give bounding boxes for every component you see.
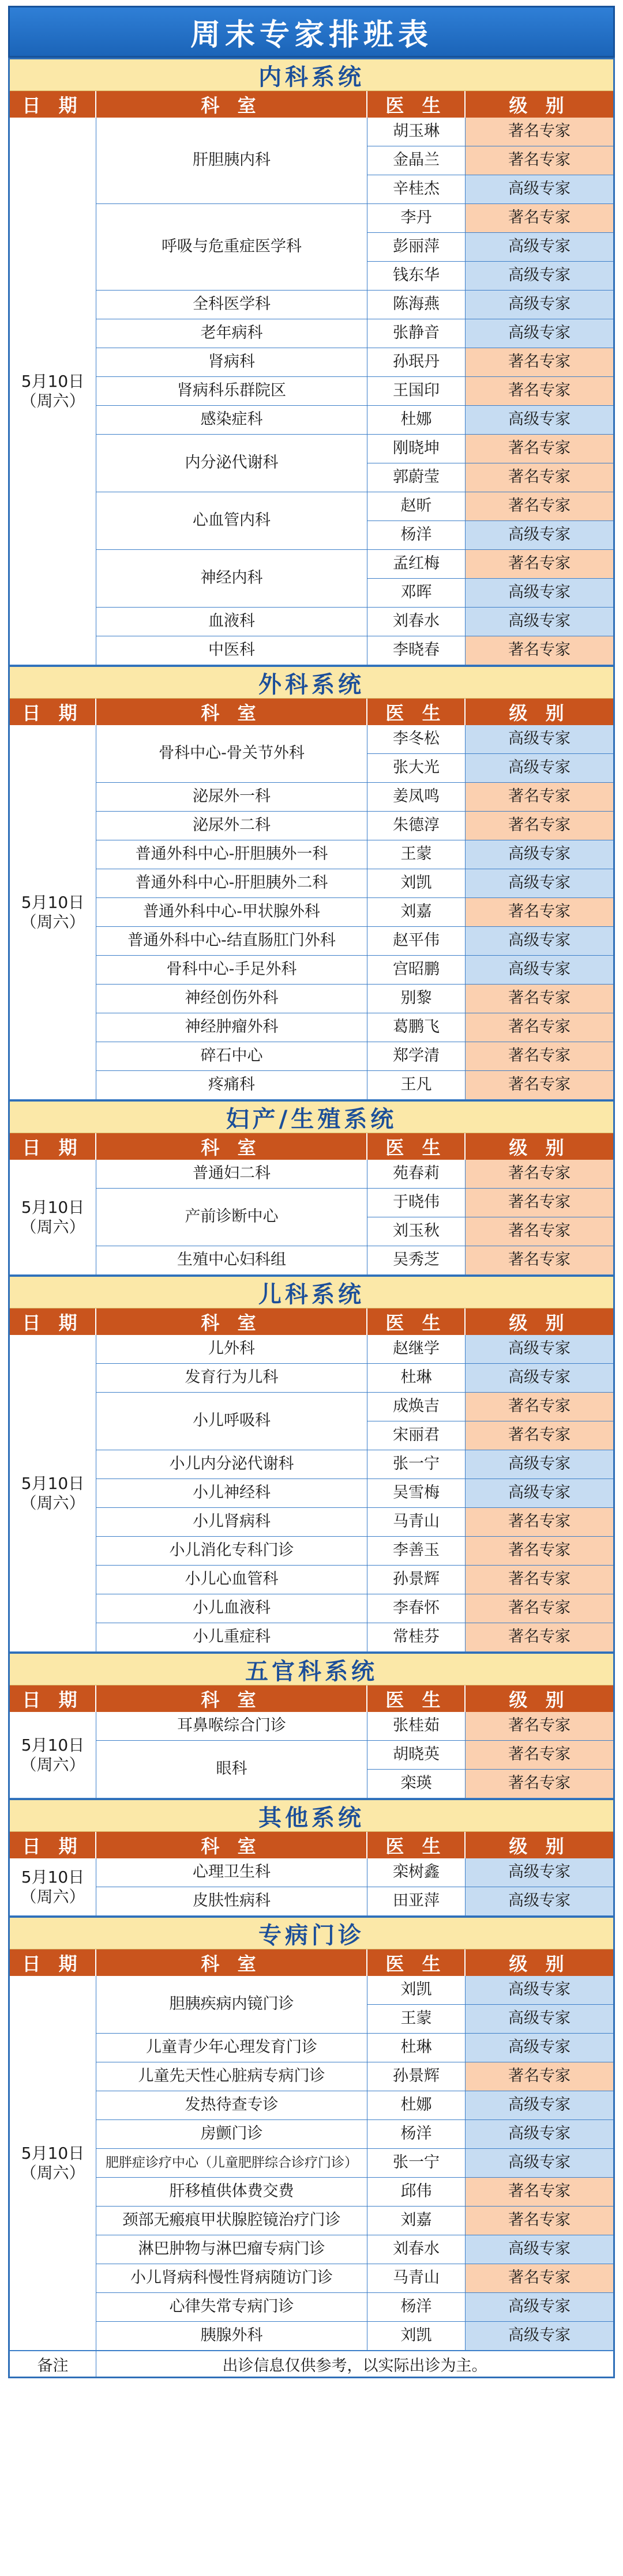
doctor-cell: 陈海燕 (367, 291, 466, 319)
dept-cell: 普通外科中心-结直肠肛门外科 (96, 927, 367, 956)
doctor-cell: 葛鹏飞 (367, 1013, 466, 1042)
dept-cell: 发育行为儿科 (96, 1364, 367, 1393)
section-4 (8, 1652, 615, 1798)
header-date: 日 期 (10, 1308, 96, 1335)
level-cell: 高级专家 (466, 840, 613, 869)
level-cell: 高级专家 (466, 291, 613, 319)
level-cell: 著名专家 (466, 1160, 613, 1189)
level-cell: 著名专家 (466, 1393, 613, 1421)
date-cell (10, 1976, 96, 2351)
level-cell: 高级专家 (466, 1335, 613, 1364)
dept-cell: 小儿重症科 (96, 1623, 367, 1652)
dept-cell: 内分泌代谢科 (96, 435, 367, 492)
level-cell: 高级专家 (466, 2293, 613, 2322)
section-title: 专病门诊 (10, 1916, 613, 1949)
level-cell: 著名专家 (466, 118, 613, 146)
level-cell: 高级专家 (466, 754, 613, 783)
level-cell: 高级专家 (466, 262, 613, 291)
level-cell: 高级专家 (466, 1858, 613, 1887)
date-cell (10, 1858, 96, 1916)
dept-cell: 小儿血液科 (96, 1594, 367, 1623)
level-cell: 著名专家 (466, 377, 613, 406)
dept-cell: 中医科 (96, 636, 367, 665)
doctor-cell: 王国印 (367, 377, 466, 406)
dept-cell: 小儿呼吸科 (96, 1393, 367, 1450)
date-weekday: （周六） (20, 2163, 85, 2182)
level-cell: 高级专家 (466, 608, 613, 636)
sections-container (8, 58, 615, 2351)
doctor-cell: 彭丽萍 (367, 233, 466, 262)
column-header-row (10, 699, 613, 725)
doctor-cell: 王凡 (367, 1071, 466, 1100)
level-cell: 高级专家 (466, 2091, 613, 2120)
header-date: 日 期 (10, 1133, 96, 1160)
dept-cell: 肝胆胰内科 (96, 118, 367, 204)
level-cell: 著名专家 (466, 1741, 613, 1770)
level-cell: 高级专家 (466, 2149, 613, 2178)
doctor-cell: 孙景辉 (367, 2062, 466, 2091)
header-dept: 科 室 (96, 1832, 367, 1858)
date-day: 5月10日 (21, 1867, 85, 1887)
header-date: 日 期 (10, 699, 96, 725)
header-doctor: 医 生 (367, 1308, 466, 1335)
doctor-cell: 杜娜 (367, 406, 466, 435)
page-title: 周末专家排班表 (8, 6, 615, 58)
header-date: 日 期 (10, 1685, 96, 1712)
date-cell (10, 118, 96, 665)
level-cell: 著名专家 (466, 2264, 613, 2293)
dept-cell: 呼吸与危重症医学科 (96, 204, 367, 291)
doctor-cell: 王蒙 (367, 2005, 466, 2034)
note-text: 出诊信息仅供参考，以实际出诊为主。 (222, 2356, 487, 2375)
date-day: 5月10日 (21, 1473, 85, 1493)
level-cell: 高级专家 (466, 1364, 613, 1393)
doctor-cell: 赵继学 (367, 1335, 466, 1364)
date-weekday: （周六） (20, 912, 85, 931)
doctor-cell: 孟红梅 (367, 550, 466, 579)
dept-cell: 房颤门诊 (96, 2120, 367, 2149)
doctor-cell: 成焕吉 (367, 1393, 466, 1421)
date-cell (10, 725, 96, 1100)
section-5 (8, 1798, 615, 1916)
section-1 (8, 665, 615, 1100)
doctor-cell: 赵昕 (367, 492, 466, 521)
header-dept: 科 室 (96, 1949, 367, 1976)
doctor-cell: 宫昭鹏 (367, 956, 466, 985)
doctor-cell: 李善玉 (367, 1537, 466, 1566)
header-doctor: 医 生 (367, 1133, 466, 1160)
doctor-cell: 李冬松 (367, 725, 466, 754)
doctor-cell: 王蒙 (367, 840, 466, 869)
dept-cell: 淋巴肿物与淋巴瘤专病门诊 (96, 2235, 367, 2264)
level-cell: 高级专家 (466, 927, 613, 956)
dept-cell: 产前诊断中心 (96, 1189, 367, 1246)
dept-cell: 肾病科 (96, 348, 367, 377)
header-dept: 科 室 (96, 1308, 367, 1335)
doctor-cell: 张一宁 (367, 2149, 466, 2178)
column-header-row (10, 91, 613, 118)
level-cell: 高级专家 (466, 175, 613, 204)
dept-cell: 普通外科中心-肝胆胰外一科 (96, 840, 367, 869)
dept-cell: 发热待查专诊 (96, 2091, 367, 2120)
level-cell: 著名专家 (466, 435, 613, 463)
section-2 (8, 1100, 615, 1275)
schedule-grid (10, 1976, 613, 2351)
section-6 (8, 1916, 615, 2351)
level-cell: 高级专家 (466, 956, 613, 985)
level-cell: 著名专家 (466, 985, 613, 1013)
header-level: 级 别 (509, 702, 570, 724)
dept-cell: 肝移植供体费交费 (96, 2178, 367, 2207)
doctor-cell: 吴雪梅 (367, 1479, 466, 1508)
date-cell (10, 1335, 96, 1652)
doctor-cell: 苑春莉 (367, 1160, 466, 1189)
doctor-cell: 于晓伟 (367, 1189, 466, 1217)
column-header-row (10, 1949, 613, 1976)
level-cell: 著名专家 (466, 348, 613, 377)
schedule-grid (10, 725, 613, 1100)
doctor-cell: 马青山 (367, 2264, 466, 2293)
header-level: 级 别 (509, 1953, 570, 1975)
doctor-cell: 姜凤鸣 (367, 783, 466, 812)
doctor-cell: 宋丽君 (367, 1421, 466, 1450)
header-level: 级 别 (509, 1835, 570, 1857)
level-cell: 高级专家 (466, 521, 613, 550)
dept-cell: 小儿肾病科 (96, 1508, 367, 1537)
header-level: 级 别 (509, 1689, 570, 1711)
level-cell: 著名专家 (466, 636, 613, 665)
dept-cell: 皮肤性病科 (96, 1887, 367, 1916)
date-day: 5月10日 (21, 1197, 85, 1217)
doctor-cell: 李丹 (367, 204, 466, 233)
level-cell: 著名专家 (466, 1594, 613, 1623)
header-doctor: 医 生 (367, 1685, 466, 1712)
level-cell: 著名专家 (466, 2062, 613, 2091)
header-level: 级 别 (509, 95, 570, 116)
date-weekday: （周六） (20, 1887, 85, 1906)
doctor-cell: 刚晓坤 (367, 435, 466, 463)
level-cell: 著名专家 (466, 812, 613, 840)
section-title: 妇产/生殖系统 (10, 1100, 613, 1133)
doctor-cell: 别黎 (367, 985, 466, 1013)
level-cell: 著名专家 (466, 204, 613, 233)
level-cell: 著名专家 (466, 1421, 613, 1450)
header-date: 日 期 (10, 1832, 96, 1858)
header-doctor: 医 生 (367, 91, 466, 118)
section-3 (8, 1275, 615, 1652)
dept-cell: 神经创伤外科 (96, 985, 367, 1013)
doctor-cell: 张大光 (367, 754, 466, 783)
dept-cell: 心理卫生科 (96, 1858, 367, 1887)
doctor-cell: 胡晓英 (367, 1741, 466, 1770)
level-cell: 高级专家 (466, 233, 613, 262)
doctor-cell: 赵平伟 (367, 927, 466, 956)
dept-cell: 肥胖症诊疗中心（儿童肥胖综合诊疗门诊） (96, 2149, 367, 2178)
doctor-cell: 辛桂杰 (367, 175, 466, 204)
doctor-cell: 刘春水 (367, 2235, 466, 2264)
doctor-cell: 杨洋 (367, 521, 466, 550)
header-dept: 科 室 (96, 1685, 367, 1712)
level-cell: 著名专家 (466, 1246, 613, 1275)
dept-cell: 血液科 (96, 608, 367, 636)
dept-cell: 碎石中心 (96, 1042, 367, 1071)
level-cell: 高级专家 (466, 869, 613, 898)
schedule-grid (10, 118, 613, 665)
level-cell: 高级专家 (466, 1450, 613, 1479)
level-cell: 高级专家 (466, 1976, 613, 2005)
doctor-cell: 刘春水 (367, 608, 466, 636)
level-cell: 著名专家 (466, 2207, 613, 2235)
dept-cell: 生殖中心妇科组 (96, 1246, 367, 1275)
column-header-row (10, 1308, 613, 1335)
date-day: 5月10日 (21, 2143, 85, 2163)
doctor-cell: 杨洋 (367, 2120, 466, 2149)
level-cell: 高级专家 (466, 1887, 613, 1916)
note-row (8, 2351, 615, 2378)
dept-cell: 儿童青少年心理发育门诊 (96, 2034, 367, 2062)
section-title: 五官科系统 (10, 1652, 613, 1685)
doctor-cell: 杜琳 (367, 2034, 466, 2062)
dept-cell: 骨科中心-手足外科 (96, 956, 367, 985)
column-header-row (10, 1133, 613, 1160)
doctor-cell: 孙珉丹 (367, 348, 466, 377)
doctor-cell: 马青山 (367, 1508, 466, 1537)
dept-cell: 骨科中心-骨关节外科 (96, 725, 367, 783)
level-cell: 高级专家 (466, 579, 613, 608)
header-dept: 科 室 (96, 699, 367, 725)
doctor-cell: 刘玉秋 (367, 1217, 466, 1246)
dept-cell: 小儿神经科 (96, 1479, 367, 1508)
doctor-cell: 金晶兰 (367, 146, 466, 175)
doctor-cell: 杜琳 (367, 1364, 466, 1393)
date-day: 5月10日 (21, 892, 85, 912)
note-label: 备注 (10, 2351, 96, 2377)
dept-cell: 感染症科 (96, 406, 367, 435)
level-cell: 著名专家 (466, 898, 613, 927)
dept-cell: 小儿肾病科慢性肾病随访门诊 (96, 2264, 367, 2293)
doctor-cell: 胡玉琳 (367, 118, 466, 146)
schedule-grid (10, 1160, 613, 1275)
dept-cell: 胰腺外科 (96, 2322, 367, 2351)
column-header-row (10, 1685, 613, 1712)
level-cell: 著名专家 (466, 1042, 613, 1071)
dept-cell: 儿外科 (96, 1335, 367, 1364)
doctor-cell: 刘凯 (367, 869, 466, 898)
level-cell: 著名专家 (466, 783, 613, 812)
level-cell: 著名专家 (466, 1537, 613, 1566)
level-cell: 著名专家 (466, 1770, 613, 1798)
doctor-cell: 田亚萍 (367, 1887, 466, 1916)
level-cell: 著名专家 (466, 1712, 613, 1741)
dept-cell: 泌尿外一科 (96, 783, 367, 812)
dept-cell: 眼科 (96, 1741, 367, 1798)
column-header-row (10, 1832, 613, 1858)
dept-cell: 神经内科 (96, 550, 367, 608)
doctor-cell: 栾瑛 (367, 1770, 466, 1798)
dept-cell: 全科医学科 (96, 291, 367, 319)
dept-cell: 小儿心血管科 (96, 1566, 367, 1594)
dept-cell: 小儿内分泌代谢科 (96, 1450, 367, 1479)
level-cell: 高级专家 (466, 725, 613, 754)
section-title: 外科系统 (10, 665, 613, 699)
dept-cell: 普通外科中心-肝胆胰外二科 (96, 869, 367, 898)
date-cell (10, 1712, 96, 1798)
doctor-cell: 刘嘉 (367, 898, 466, 927)
dept-cell: 泌尿外二科 (96, 812, 367, 840)
level-cell: 著名专家 (466, 146, 613, 175)
dept-cell: 心血管内科 (96, 492, 367, 550)
level-cell: 高级专家 (466, 2235, 613, 2264)
doctor-cell: 杜娜 (367, 2091, 466, 2120)
date-cell (10, 1160, 96, 1275)
doctor-cell: 张桂茹 (367, 1712, 466, 1741)
level-cell: 著名专家 (466, 1623, 613, 1652)
doctor-cell: 李春怀 (367, 1594, 466, 1623)
dept-cell: 小儿消化专科门诊 (96, 1537, 367, 1566)
doctor-cell: 栾树鑫 (367, 1858, 466, 1887)
header-dept: 科 室 (96, 1133, 367, 1160)
doctor-cell: 张静音 (367, 319, 466, 348)
level-cell: 高级专家 (466, 406, 613, 435)
dept-cell: 儿童先天性心脏病专病门诊 (96, 2062, 367, 2091)
date-weekday: （周六） (20, 1755, 85, 1774)
dept-cell: 颈部无瘢痕甲状腺腔镜治疗门诊 (96, 2207, 367, 2235)
header-date: 日 期 (10, 91, 96, 118)
dept-cell: 普通妇二科 (96, 1160, 367, 1189)
level-cell: 著名专家 (466, 463, 613, 492)
doctor-cell: 杨洋 (367, 2293, 466, 2322)
level-cell: 著名专家 (466, 1071, 613, 1100)
level-cell: 著名专家 (466, 492, 613, 521)
level-cell: 高级专家 (466, 2034, 613, 2062)
date-weekday: （周六） (20, 1217, 85, 1236)
level-cell: 著名专家 (466, 2178, 613, 2207)
section-title: 其他系统 (10, 1798, 613, 1832)
header-doctor: 医 生 (367, 1832, 466, 1858)
header-doctor: 医 生 (367, 1949, 466, 1976)
dept-cell: 耳鼻喉综合门诊 (96, 1712, 367, 1741)
level-cell: 著名专家 (466, 1013, 613, 1042)
level-cell: 高级专家 (466, 2120, 613, 2149)
doctor-cell: 邓晖 (367, 579, 466, 608)
dept-cell: 心律失常专病门诊 (96, 2293, 367, 2322)
doctor-cell: 张一宁 (367, 1450, 466, 1479)
doctor-cell: 郭蔚莹 (367, 463, 466, 492)
doctor-cell: 常桂芬 (367, 1623, 466, 1652)
header-level: 级 别 (509, 1312, 570, 1334)
date-weekday: （周六） (20, 1493, 85, 1513)
level-cell: 高级专家 (466, 2005, 613, 2034)
doctor-cell: 李晓春 (367, 636, 466, 665)
doctor-cell: 朱德淳 (367, 812, 466, 840)
section-title: 内科系统 (10, 58, 613, 91)
level-cell: 著名专家 (466, 1566, 613, 1594)
level-cell: 著名专家 (466, 1217, 613, 1246)
doctor-cell: 孙景辉 (367, 1566, 466, 1594)
doctor-cell: 刘凯 (367, 2322, 466, 2351)
doctor-cell: 刘嘉 (367, 2207, 466, 2235)
section-0 (8, 58, 615, 665)
schedule-grid (10, 1712, 613, 1798)
dept-cell: 神经肿瘤外科 (96, 1013, 367, 1042)
date-day: 5月10日 (21, 1735, 85, 1755)
level-cell: 高级专家 (466, 319, 613, 348)
level-cell: 著名专家 (466, 550, 613, 579)
header-date: 日 期 (10, 1949, 96, 1976)
dept-cell: 疼痛科 (96, 1071, 367, 1100)
level-cell: 高级专家 (466, 2322, 613, 2351)
date-weekday: （周六） (20, 391, 85, 410)
doctor-cell: 钱东华 (367, 262, 466, 291)
dept-cell: 肾病科乐群院区 (96, 377, 367, 406)
level-cell: 著名专家 (466, 1189, 613, 1217)
dept-cell: 胆胰疾病内镜门诊 (96, 1976, 367, 2034)
dept-cell: 普通外科中心-甲状腺外科 (96, 898, 367, 927)
level-cell: 高级专家 (466, 1479, 613, 1508)
doctor-cell: 邱伟 (367, 2178, 466, 2207)
doctor-cell: 吴秀芝 (367, 1246, 466, 1275)
level-cell: 著名专家 (466, 1508, 613, 1537)
date-day: 5月10日 (21, 371, 85, 391)
doctor-cell: 郑学清 (367, 1042, 466, 1071)
dept-cell: 老年病科 (96, 319, 367, 348)
header-doctor: 医 生 (367, 699, 466, 725)
schedule-grid (10, 1335, 613, 1652)
doctor-cell: 刘凯 (367, 1976, 466, 2005)
schedule-grid (10, 1858, 613, 1916)
header-dept: 科 室 (96, 91, 367, 118)
header-level: 级 别 (509, 1137, 570, 1159)
section-title: 儿科系统 (10, 1275, 613, 1308)
